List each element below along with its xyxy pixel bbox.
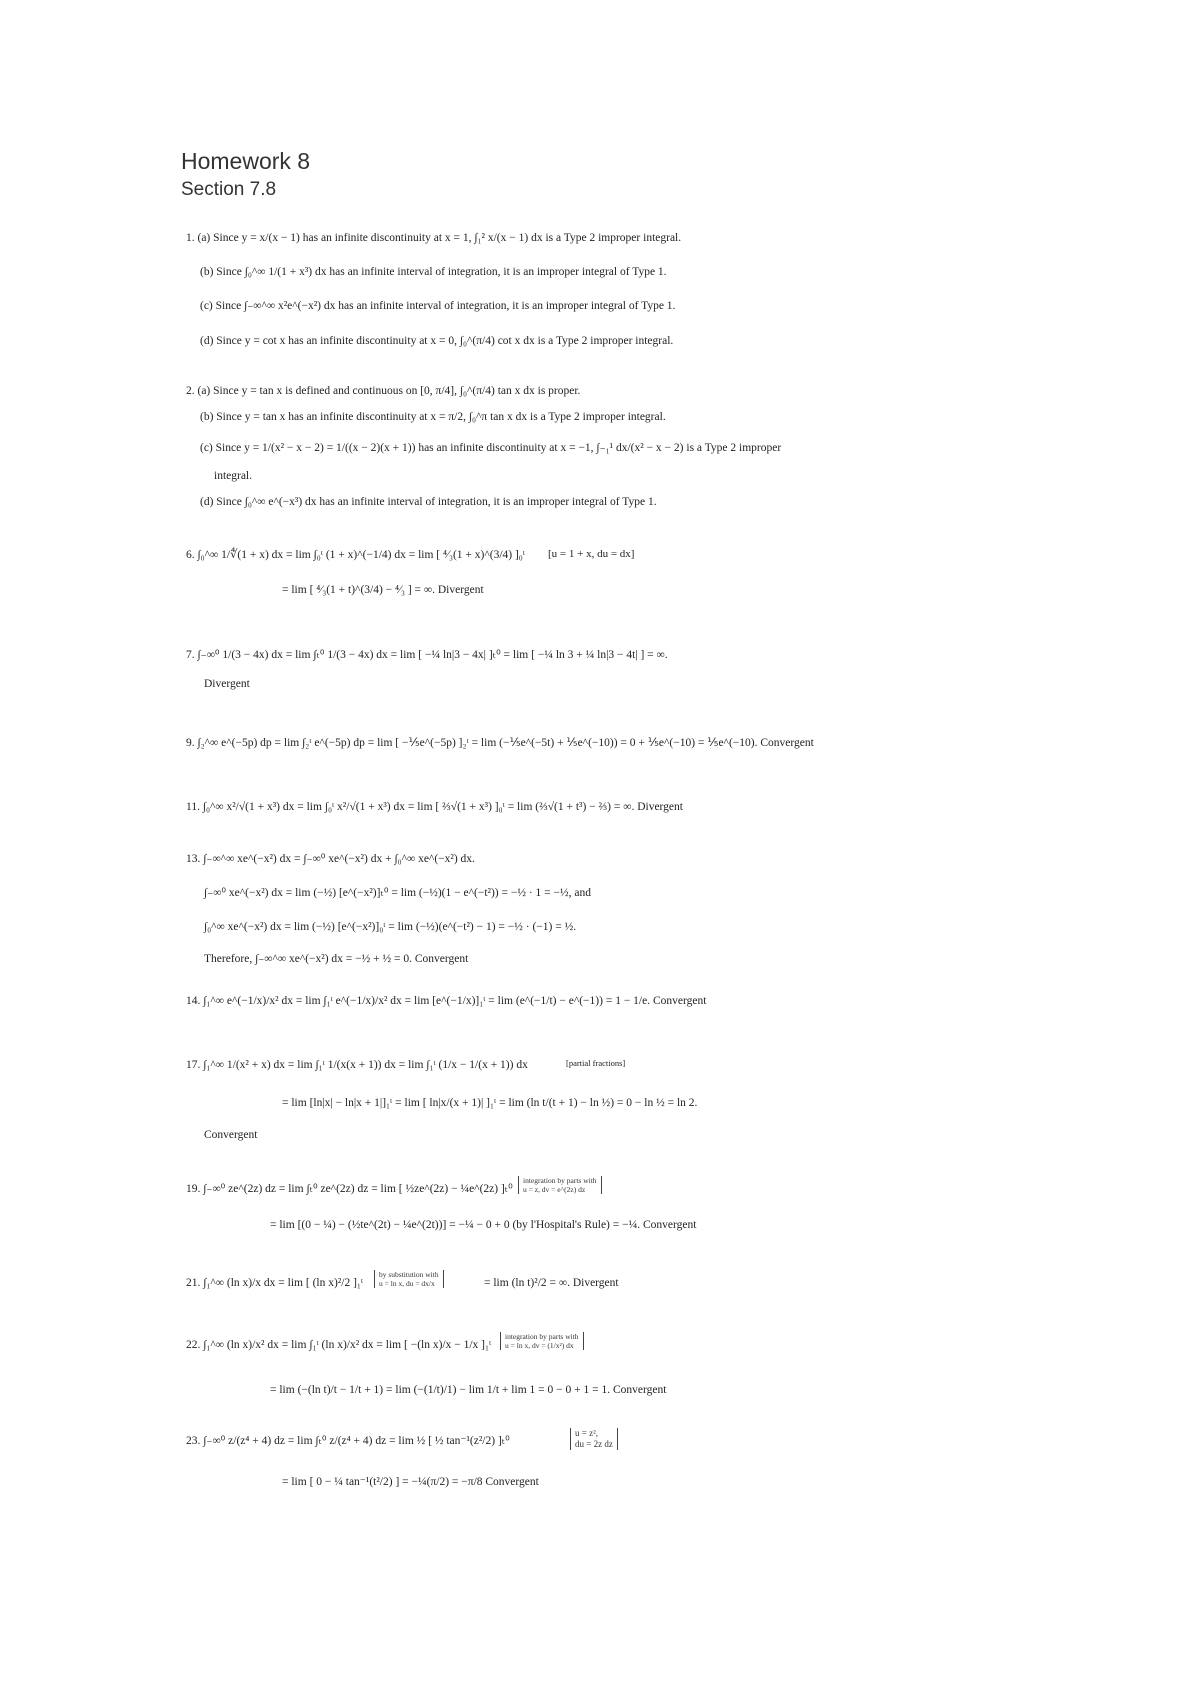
problem-21-method-line2: u = ln x, du = dx/x: [379, 1279, 435, 1288]
problem-21-line2: = lim (ln t)²/2 = ∞. Divergent: [484, 1277, 619, 1289]
problem-2b: (b) Since y = tan x has an infinite discontinuity at x = π/2, ∫₀^π tan x dx is a Type 2 improper integral.: [200, 411, 666, 423]
problem-22-line2: = lim (−(ln t)/t − 1/t + 1) = lim (−(1/t)/1) − lim 1/t + lim 1 = 0 − 0 + 1 = 1. Convergent: [270, 1384, 667, 1396]
problem-22-line1: 22. ∫₁^∞ (ln x)/x² dx = lim ∫₁ᵗ (ln x)/x² dx = lim [ −(ln x)/x − 1/x ]₁ᵗ: [186, 1339, 492, 1351]
problem-2d: (d) Since ∫₀^∞ e^(−x³) dx has an infinite interval of integration, it is an improper integral of Type 1.: [200, 496, 657, 508]
problem-17-line2: = lim [ln|x| − ln|x + 1|]₁ᵗ = lim [ ln|x/(x + 1)| ]₁ᵗ = lim (ln t/(t + 1) − ln ½) = 0 − ln ½ = ln 2.: [282, 1097, 698, 1109]
problem-23-substitution-box: [570, 1428, 618, 1450]
problem-22-method-line2: u = ln x, dv = (1/x²) dx: [505, 1341, 574, 1350]
problem-17-line1: 17. ∫₁^∞ 1/(x² + x) dx = lim ∫₁ᵗ 1/(x(x + 1)) dx = lim ∫₁ᵗ (1/x − 1/(x + 1)) dx: [186, 1059, 528, 1071]
problem-2a: 2. (a) Since y = tan x is defined and continuous on [0, π/4], ∫₀^(π/4) tan x dx is proper.: [186, 385, 581, 397]
problem-6-line1: 6. ∫₀^∞ 1/∜(1 + x) dx = lim ∫₀ᵗ (1 + x)^(−1/4) dx = lim [ ⁴⁄₃(1 + x)^(3/4) ]₀ᵗ: [186, 549, 526, 561]
problem-2c: (c) Since y = 1/(x² − x − 2) = 1/((x − 2)(x + 1)) has an infinite discontinuity at x = −1, ∫₋₁¹ dx/(x² − x − 2) is a Type 2 improper: [200, 442, 782, 454]
section-heading: Section 7.8: [181, 179, 277, 200]
problem-19-method-line1: integration by parts with: [523, 1176, 597, 1185]
problem-13-line1: 13. ∫₋∞^∞ xe^(−x²) dx = ∫₋∞⁰ xe^(−x²) dx + ∫₀^∞ xe^(−x²) dx.: [186, 853, 475, 865]
problem-23-sub-line1: u = z²,: [575, 1428, 599, 1438]
problem-6-line2: = lim [ ⁴⁄₃(1 + t)^(3/4) − ⁴⁄₃ ] = ∞. Divergent: [282, 584, 484, 596]
problem-21-line1: 21. ∫₁^∞ (ln x)/x dx = lim [ (ln x)²/2 ]₁ᵗ: [186, 1277, 364, 1289]
problem-19-line1: 19. ∫₋∞⁰ ze^(2z) dz = lim ∫ₜ⁰ ze^(2z) dz = lim [ ½ze^(2z) − ¼e^(2z) ]ₜ⁰: [186, 1183, 513, 1195]
problem-1b: (b) Since ∫₀^∞ 1/(1 + x³) dx has an infinite interval of integration, it is an improper integral of Type 1.: [200, 266, 667, 278]
problem-1d: (d) Since y = cot x has an infinite discontinuity at x = 0, ∫₀^(π/4) cot x dx is a Type 2 improper integral.: [200, 335, 674, 347]
problem-13-line2: ∫₋∞⁰ xe^(−x²) dx = lim (−½) [e^(−x²)]ₜ⁰ = lim (−½)(1 − e^(−t²)) = −½ · 1 = −½, and: [204, 887, 591, 899]
problem-11: 11. ∫₀^∞ x²/√(1 + x³) dx = lim ∫₀ᵗ x²/√(1 + x³) dx = lim [ ⅔√(1 + x³) ]₀ᵗ = lim (⅔√(1 + t³) − ⅔) = ∞. Divergent: [186, 801, 683, 813]
problem-17-result: Convergent: [204, 1129, 258, 1141]
problem-21-method-line1: by substitution with: [379, 1270, 439, 1279]
problem-13-line3: ∫₀^∞ xe^(−x²) dx = lim (−½) [e^(−x²)]₀ᵗ = lim (−½)(e^(−t²) − 1) = −½ · (−1) = ½.: [204, 921, 577, 933]
page-title: Homework 8: [181, 148, 311, 174]
problem-9: 9. ∫₂^∞ e^(−5p) dp = lim ∫₂ᵗ e^(−5p) dp = lim [ −⅕e^(−5p) ]₂ᵗ = lim (−⅕e^(−5t) + ⅕e^(−10)) = 0 + ⅕e^(−10) = ⅕e^(−10). Convergent: [186, 737, 814, 749]
problem-1a: 1. (a) Since y = x/(x − 1) has an infinite discontinuity at x = 1, ∫₁² x/(x − 1) dx is a Type 2 improper integral.: [186, 232, 682, 244]
problem-23-sub-line2: du = 2z dz: [575, 1439, 613, 1449]
problem-21-method-box: [374, 1270, 444, 1288]
problem-23-line1: 23. ∫₋∞⁰ z/(z⁴ + 4) dz = lim ∫ₜ⁰ z/(z⁴ + 4) dz = lim ½ [ ½ tan⁻¹(z²/2) ]ₜ⁰: [186, 1435, 510, 1447]
problem-6-substitution: [u = 1 + x, du = dx]: [548, 548, 635, 560]
problem-19-line2: = lim [(0 − ¼) − (½te^(2t) − ¼e^(2t))] = −¼ − 0 + 0 (by l'Hospital's Rule) = −¼. Convergent: [270, 1219, 697, 1231]
problem-7-line1: 7. ∫₋∞⁰ 1/(3 − 4x) dx = lim ∫ₜ⁰ 1/(3 − 4x) dx = lim [ −¼ ln|3 − 4x| ]ₜ⁰ = lim [ −¼ ln 3 + ¼ ln|3 − 4t| ] = ∞.: [186, 649, 668, 661]
problem-13-line4: Therefore, ∫₋∞^∞ xe^(−x²) dx = −½ + ½ = 0. Convergent: [204, 953, 469, 965]
problem-22-method-box: [500, 1332, 584, 1350]
problem-19-method-line2: u = z, dv = e^(2z) dz: [523, 1185, 586, 1194]
problem-2c-cont: integral.: [214, 470, 252, 482]
problem-7-result: Divergent: [204, 678, 250, 690]
problem-22-method-line1: integration by parts with: [505, 1332, 579, 1341]
problem-14: 14. ∫₁^∞ e^(−1/x)/x² dx = lim ∫₁ᵗ e^(−1/x)/x² dx = lim [e^(−1/x)]₁ᵗ = lim (e^(−1/t) − e^(−1)) = 1 − 1/e. Convergent: [186, 995, 707, 1007]
problem-17-note: [partial fractions]: [566, 1058, 626, 1068]
problem-19-method-box: [518, 1176, 602, 1194]
problem-1c: (c) Since ∫₋∞^∞ x²e^(−x²) dx has an infinite interval of integration, it is an improper integral of Type 1.: [200, 300, 676, 312]
problem-23-line2: = lim [ 0 − ¼ tan⁻¹(t²/2) ] = −¼(π/2) = −π/8 Convergent: [282, 1476, 539, 1488]
